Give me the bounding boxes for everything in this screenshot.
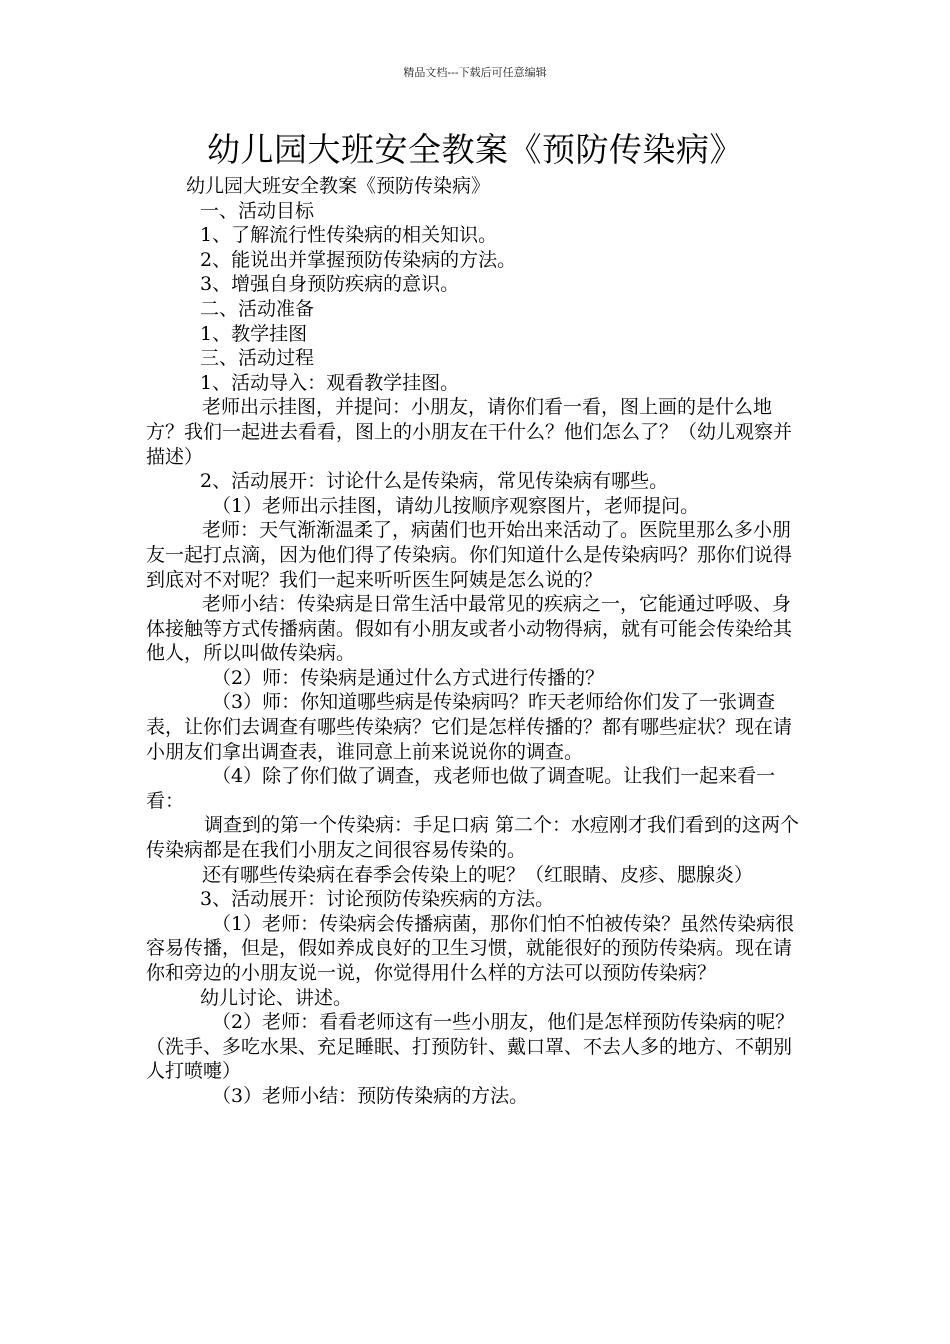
paragraph: （2）老师：看看老师这有一些小朋友，他们是怎样预防传染病的呢？（洗手、多吃水果、充足睡眠、打预防针、戴口罩、不去人多的地方、不朝别人打喷嚏）	[146, 1011, 795, 1083]
paragraph: 老师小结：传染病是日常生活中最常见的疾病之一，它能通过呼吸、身体接触等方式传播病菌。假如有小朋友或者小动物得病，就有可能会传染给其他人，所以叫做传染病。	[146, 593, 793, 665]
list-item: 1、教学挂图	[200, 322, 308, 345]
list-item: 3、增强自身预防疾病的意识。	[200, 273, 460, 296]
page-header: 精品文档---下载后可任意编辑	[403, 66, 547, 79]
document-body	[146, 174, 808, 1109]
paragraph: 老师：天气渐渐温柔了，病菌们也开始出来活动了。医院里那么多小朋友一起打点滴，因为他们得了传染病。你们知道什么是传染病吗？那你们说得到底对不对呢？我们一起来听听医生阿姨是怎么说的？	[146, 519, 793, 591]
paragraph: （1）老师：传染病会传播病菌，那你们怕不怕被传染？虽然传染病很容易传播，但是，假如养成良好的卫生习惯，就能很好的预防传染病。现在请你和旁边的小朋友说一说，你觉得用什么样的方法可以预防传染病？	[146, 912, 795, 984]
paragraph: （3）老师小结：预防传染病的方法。	[212, 1084, 529, 1107]
list-item: （2）师：传染病是通过什么方式进行传播的？	[212, 666, 605, 689]
section-heading: 二、活动准备	[200, 297, 315, 320]
list-item: 2、能说出并掌握预防传染病的方法。	[200, 248, 517, 271]
list-item: 1、活动导入：观看教学挂图。	[200, 371, 460, 394]
paragraph: （3）师：你知道哪些病是传染病吗？昨天老师给你们发了一张调查表，让你们去调查有哪些传染病？它们是怎样传播的？都有哪些症状？现在请小朋友们拿出调查表，谁同意上前来说说你的调查。	[146, 691, 793, 763]
paragraph: 幼儿讨论、讲述。	[200, 986, 353, 1009]
paragraph: （4）除了你们做了调查，戎老师也做了调查呢。让我们一起来看一看：	[146, 765, 776, 812]
section-heading: 三、活动过程	[200, 347, 315, 370]
list-item: 1、了解流行性传染病的相关知识。	[200, 224, 498, 247]
paragraph: 老师出示挂图，并提问：小朋友，请你们看一看，图上画的是什么地方？我们一起进去看看，图上的小朋友在干什么？他们怎么了？（幼儿观察并描述）	[146, 396, 793, 468]
document-title: 幼儿园大班安全教案《预防传染病》	[207, 130, 743, 169]
section-heading: 一、活动目标	[200, 199, 315, 222]
paragraph: 调查到的第一个传染病：手足口病 第二个：水痘刚才我们看到的这两个传染病都是在我们小朋友之间很容易传染的。	[146, 814, 800, 862]
paragraph: 还有哪些传染病在春季会传染上的呢？（红眼睛、皮疹、腮腺炎）	[202, 863, 754, 886]
subtitle: 幼儿园大班安全教案《预防传染病》	[186, 175, 491, 197]
list-item: 3、活动展开：讨论预防传染疾病的方法。	[200, 888, 555, 911]
list-item: （1）老师出示挂图，请幼儿按顺序观察图片，老师提问。	[212, 494, 700, 517]
list-item: 2、活动展开：讨论什么是传染病，常见传染病有哪些。	[200, 470, 669, 493]
